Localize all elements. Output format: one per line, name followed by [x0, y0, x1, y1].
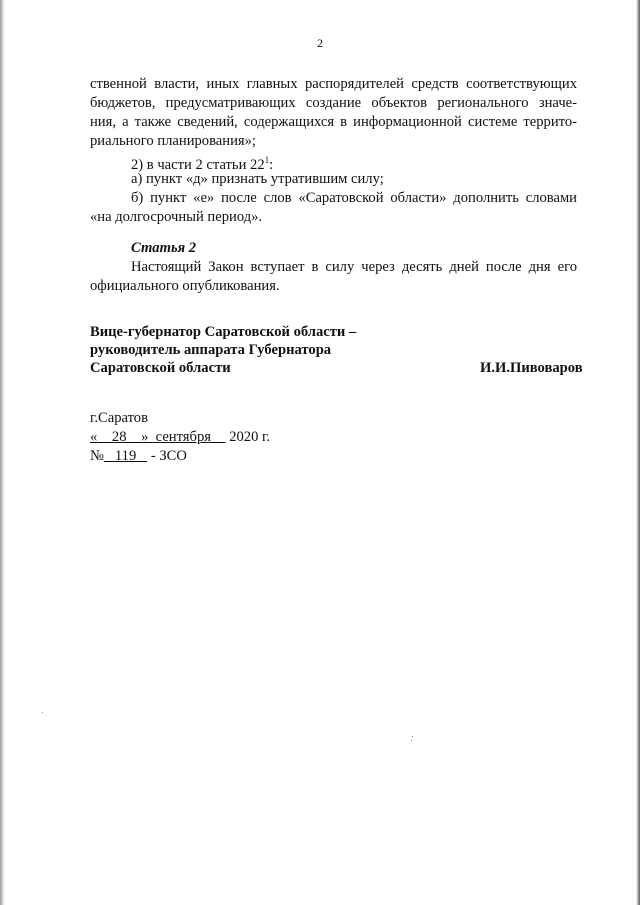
- paragraph1-line-2: бюджетов, предусматривающих создание объектов регионального значе-: [90, 95, 577, 111]
- number-sign: №: [90, 448, 104, 464]
- item-2-text: 2) в части 2 статьи 22: [131, 156, 265, 173]
- number-line: [90, 447, 187, 465]
- item-2-superscript: 1: [264, 155, 270, 165]
- place: г.Саратов: [90, 410, 148, 426]
- number-suffix: - ЗСО: [150, 448, 187, 464]
- date-gap-2: [126, 429, 141, 445]
- article-2-heading: Статья 2: [131, 240, 197, 256]
- scan-speck: [42, 712, 43, 713]
- paragraph1-line-1: ственной власти, иных главных распорядителей средств соответствующих: [90, 76, 577, 92]
- page-number: 2: [317, 36, 323, 50]
- scan-edge-right: [636, 0, 640, 905]
- date-close-quote: »: [141, 429, 149, 445]
- paragraph1-line-4: риального планирования»;: [90, 133, 256, 149]
- number-gap-2: [136, 448, 147, 464]
- item-b-line-2: «на долгосрочный период».: [90, 209, 263, 225]
- signature-position-line-3: Саратовской области: [90, 360, 231, 376]
- date-gap-3: [148, 429, 155, 445]
- date-line: [90, 428, 270, 446]
- signature-name: И.И.Пивоваров: [480, 360, 583, 376]
- item-a: а) пункт «д» признать утратившим силу;: [131, 171, 384, 187]
- date-gap-4: [211, 429, 226, 445]
- date-gap-1: [97, 429, 112, 445]
- signature-position-line-1: Вице-губернатор Саратовской области –: [90, 324, 357, 340]
- item-b-line-1: б) пункт «е» после слов «Саратовской области» дополнить словами: [131, 190, 577, 206]
- item-2-suffix: :: [269, 156, 274, 173]
- number-value: 119: [114, 448, 137, 464]
- article-2-line-1: Настоящий Закон вступает в силу через десять дней после дня его: [131, 259, 577, 275]
- article-2-line-2: официального опубликования.: [90, 278, 280, 294]
- scan-speck: [411, 740, 412, 741]
- date-open-quote: «: [90, 429, 98, 445]
- date-year: 2020 г.: [229, 429, 271, 445]
- number-gap-1: [104, 448, 115, 464]
- date-month: сентября: [155, 429, 211, 445]
- paragraph1-line-3: ния, а также сведений, содержащихся в информационной системе террито-: [90, 114, 577, 130]
- date-day: 28: [111, 429, 127, 445]
- scan-speck: [412, 736, 413, 737]
- signature-position-line-2: руководитель аппарата Губернатора: [90, 342, 332, 358]
- scan-edge-left: [0, 0, 5, 905]
